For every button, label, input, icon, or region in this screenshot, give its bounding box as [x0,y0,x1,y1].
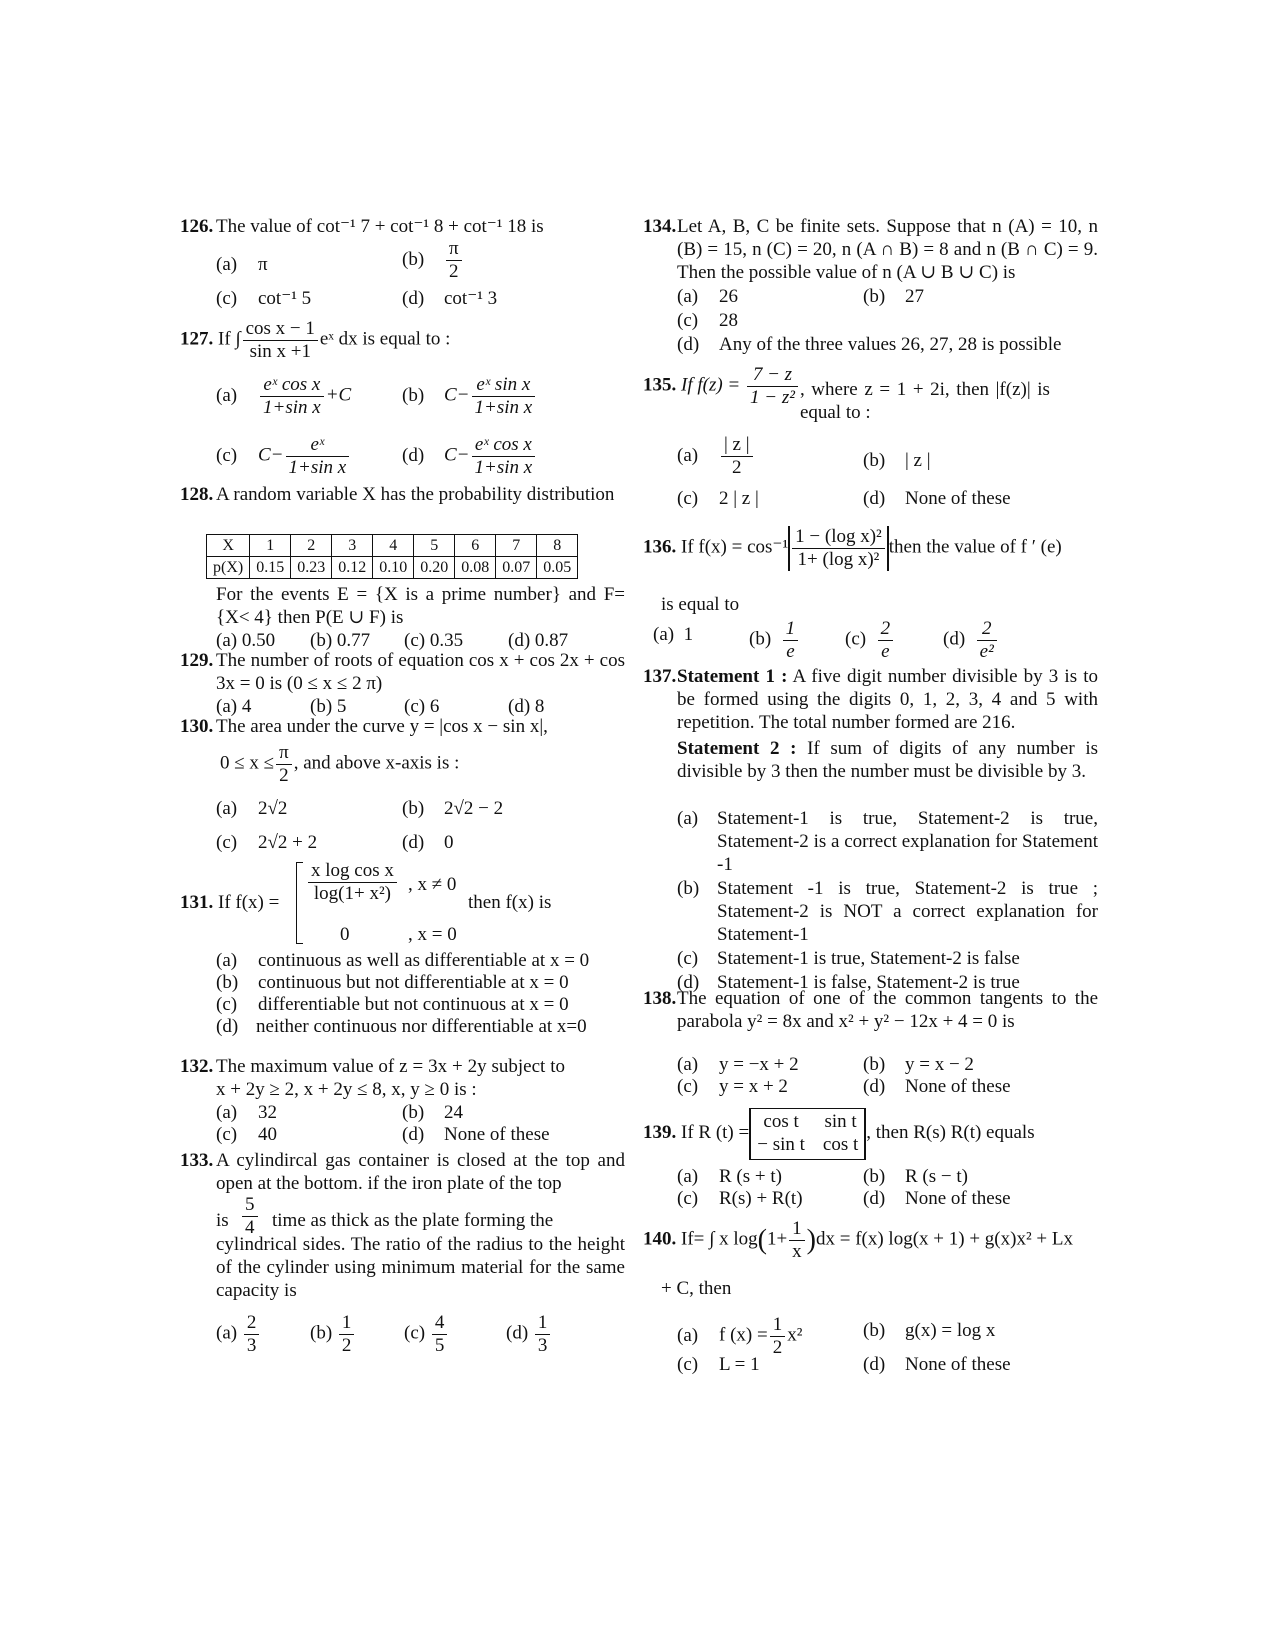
question-text: For the events E = {X is a prime number} and F= {X< 4} then P(E ∪ F) is [216,584,625,628]
option-c[interactable]: (c) $\frac{4}{5}$ [404,1312,449,1357]
option-a[interactable]: (a) f (x) = $\frac{1}{2}$ x² [677,1314,803,1358]
option-c[interactable]: (c) C− $\frac{\text{eˣ}}{\text{1+sin x}}$ [216,434,351,479]
probability-table [206,534,578,579]
table-cell: 4 [373,535,414,557]
table-cell: 0.20 [414,557,455,579]
table-cell: 3 [332,535,373,557]
question-number: 131. [180,892,214,913]
option-c[interactable]: (c) L = 1 [677,1354,760,1375]
option-b[interactable]: (b) R (s − t) [863,1166,968,1187]
option-b[interactable]: (b) 27 [863,286,924,307]
option-a[interactable]: (a) 0.50 [216,630,276,651]
option-d[interactable]: (d) 8 [508,696,545,717]
option-b[interactable]: (b) C− $\frac{\text{eˣ sin x}}{\text{1+sin x}}$ [402,374,537,419]
table-cell: 8 [537,535,578,557]
option-a[interactable]: (a) continuous as well as differentiable at x = 0 [216,950,590,971]
option-d[interactable]: (d) None of these [863,1076,1011,1097]
option-d[interactable]: (d) cot⁻¹ 3 [402,288,498,309]
table-cell: 1 [250,535,291,557]
option-c[interactable]: (c) 2√2 + 2 [216,832,318,853]
question-133: 133. A cylindircal gas container is closed at the top and open at the bottom. if the iron plate of the top is $\frac{5}{4}$ time as thick as the plate forming the cylindrical sides. The ratio of the radius to the height of the cylinder using minimum material for the same capacity is (a) $\frac{2}{3}$ (b) $\frac{1}{2}$ (c) $\frac{4}{5}$ (d) $\frac{1}{3}$ [180,1150,625,1356]
question-text: time as thick as the plate forming the [272,1210,554,1231]
option-d[interactable]: (d) C− $\frac{\text{eˣ cos x}}{\text{1+sin x}}$ [402,434,537,479]
option-d[interactable]: (d) None of these [402,1124,550,1145]
question-135: 135. If f(z) = $\frac{7 - z}{\text{1 − z²}}$ , where z = 1 + 2i, then |f(z)| is equal to : (a) $\frac{| z |}{2}$ (b) | z | (c) 2 | z | (d) None of these [643,364,1050,509]
question-text: A cylindircal gas container is closed at the top and open at the bottom. if the iron plate of the top [216,1150,625,1194]
option-c[interactable]: (c) Statement-1 is true, Statement-2 is false [677,948,1020,969]
question-text: The equation of one of the common tangents to the parabola y² = 8x and x² + y² − 12x + 4 = 0 is [677,988,1098,1032]
table-cell: 0.10 [373,557,414,579]
table-cell: 2 [291,535,332,557]
question-number: 140. [643,1228,677,1250]
question-text: A random variable X has the probability distribution [216,484,615,505]
table-cell: 6 [455,535,496,557]
question-text: The value of cot⁻¹ 7 + cot⁻¹ 8 + cot⁻¹ 18 is [216,216,544,237]
option-d[interactable]: (d) Statement-1 is false, Statement-2 is true [677,972,1020,993]
table-cell: 0.08 [455,557,496,579]
question-number: 127. [180,328,214,350]
option-a[interactable]: (a) y = −x + 2 [677,1054,799,1075]
option-b[interactable]: (b) g(x) = log x [863,1320,996,1341]
table-cell: 5 [414,535,455,557]
question-137 [643,666,1098,996]
question-139: 139. If R (t) = cos t sin t − sin t cos t , then R(s) R(t) equals (a) R (s + t) (b) R (s − t) (c) R(s) + R(t) (d) None of these [643,1104,1098,1214]
option-a[interactable]: (a) R (s + t) [677,1166,782,1187]
option-a[interactable]: (a) Statement-1 is true, Statement-2 is true, Statement-2 is a correct explanation for Statement -1 [677,808,1098,875]
option-d[interactable]: (d) $\frac{2}{\text{e²}}$ [943,618,999,663]
question-number: 126. [180,216,214,237]
question-text: Statement 1 : A five digit number divisible by 3 is to be formed using the digits 0, 1, 2, 3, 4 and 5 with repetition. The total number formed are 216. [677,666,1099,733]
option-a[interactable]: (a) $\frac{| z |}{2}$ [677,434,755,479]
option-c[interactable]: (c) differentiable but not continuous at x = 0 [216,994,569,1015]
table-cell: 0.15 [250,557,291,579]
question-127: 127. If ∫ $\frac{\text{cos x − 1}}{\text{sin x +1}}$ eˣ dx is equal to : (a) $\frac{\text{eˣ cos x}}{\text{1+sin x}}$ +C (b) C− $\frac{\text{eˣ sin x}}{\text{1+sin x}}$ (c) C− $\frac{\text{eˣ}}{\text{1+sin x}}$ (d) C− $\frac{\text{eˣ cos x}}{\text{1+sin x}}$ [180,316,625,486]
option-a[interactable]: (a) 2√2 [216,798,288,819]
table-row [207,557,578,579]
option-b[interactable]: (b) $\frac{1}{e}$ [749,618,800,663]
question-text: The area under the curve y = |cos x − sin x|, [216,716,548,737]
option-c[interactable]: (c) y = x + 2 [677,1076,788,1097]
option-a[interactable]: (a) 26 [677,286,738,307]
question-number: 137. [643,666,677,687]
option-c[interactable]: (c) R(s) + R(t) [677,1188,803,1209]
option-d[interactable]: (d) 0.87 [508,630,569,651]
option-b[interactable]: (b) 2√2 − 2 [402,798,504,819]
option-b[interactable]: (b) Statement -1 is true, Statement-2 is true ; Statement-2 is NOT a correct explanation for Statement-1 [677,878,1098,945]
option-c[interactable]: (c) 2 | z | [677,488,759,509]
question-130: 130. The area under the curve y = |cos x − sin x|, 0 ≤ x ≤ $\frac{\pi}{2}$ , and above x-axis is : (a) 2√2 (b) 2√2 − 2 (c) 2√2 + 2 (d) 0 [180,716,625,866]
table-cell: 0.07 [496,557,537,579]
option-a[interactable]: (a) $\frac{2}{3}$ [216,1312,261,1357]
table-cell: X [207,535,250,557]
question-number: 133. [180,1150,214,1171]
question-134 [643,216,1098,356]
table-cell: 0.12 [332,557,373,579]
option-d[interactable]: (d) None of these [863,1354,1011,1375]
question-132 [180,1056,625,1156]
question-text: Statement 2 : If sum of digits of any number is divisible by 3 then the number must be divisible by 3. [677,738,1099,782]
option-b[interactable]: (b) 0.77 [310,630,371,651]
question-text: The maximum value of z = 3x + 2y subject to x + 2y ≥ 2, x + 2y ≤ 8, x, y ≥ 0 is : [216,1056,565,1100]
question-140: 140. If= ∫ x log(1+ $\frac{1}{x}$ )dx = f(x) log(x + 1) + g(x)x² + Lx + C, then (a) f (x) = $\frac{1}{2}$ x² (b) g(x) = log x (c) L = 1 (d) None of these [643,1218,1073,1375]
question-number: 128. [180,484,214,505]
question-131: 131. If f(x) = $\frac{\text{x log cos x}}{\text{log(1+ x²)}}$ , x ≠ 0 0 , x = 0 then f(x) is (a) continuous as well as differentiable at x = 0 (b) continuous but not differentiable at x = 0 (c) differentiable but not continuous at x = 0 (d) neither continuous nor differentiable at x=0 [180,860,590,1037]
option-a[interactable]: (a) 32 [216,1102,277,1123]
table-cell: 0.05 [537,557,578,579]
option-a[interactable]: (a) 1 [653,624,694,645]
question-128 [180,484,625,654]
brace-icon [296,862,303,944]
option-b[interactable]: (b) $\frac{\pi}{2}$ [402,238,464,283]
option-c[interactable]: (c) 28 [677,310,738,331]
question-text: The number of roots of equation cos x + cos 2x + cos 3x = 0 is (0 ≤ x ≤ 2 π) [216,650,625,694]
option-c[interactable]: (c) $\frac{2}{e}$ [845,618,895,663]
option-b[interactable]: (b) 5 [310,696,347,717]
question-126 [180,216,625,311]
question-number: 130. [180,716,214,737]
option-b[interactable]: (b) | z | [863,450,931,471]
table-cell: p(X) [207,557,250,579]
question-number: 136. [643,536,677,558]
option-d[interactable]: (d) None of these [863,488,1011,509]
question-136: 136. If f(x) = cos⁻¹ $\frac{\text{1 − (log x)²}}{\text{1+ (log x)²}}$ then the value of f ′ (e) is equal to (a) 1 (b) $\frac{1}{e}$ (c) $\frac{2}{e}$ (d) $\frac{2}{\text{e²}}$ [643,526,1062,662]
option-b[interactable]: (b) 24 [402,1102,463,1123]
option-d[interactable]: (d) 0 [402,832,454,853]
table-cell: 0.23 [291,557,332,579]
option-c[interactable]: (c) 6 [404,696,440,717]
option-c[interactable]: (c) cot⁻¹ 5 [216,288,312,309]
table-row [207,535,578,557]
question-text: Let A, B, C be finite sets. Suppose that n (A) = 10, n (B) = 15, n (C) = 20, n (A ∩ B) = 8 and n (B ∩ C) = 9. Then the possible value of n (A ∪ B ∪ C) is [677,216,1098,283]
option-c[interactable]: (c) 40 [216,1124,277,1145]
question-number: 135. [643,374,677,396]
question-129 [180,650,625,720]
question-number: 134. [643,216,677,237]
option-a[interactable]: (a) π [216,254,268,275]
table-cell: 7 [496,535,537,557]
option-d[interactable]: (d) None of these [863,1188,1011,1209]
question-138 [643,988,1098,1098]
question-number: 129. [180,650,214,671]
option-a[interactable]: (a) $\frac{\text{eˣ cos x}}{\text{1+sin x}}$ +C [216,374,352,418]
question-number: 139. [643,1122,677,1144]
option-a[interactable]: (a) 4 [216,696,252,717]
option-d[interactable]: (d) Any of the three values 26, 27, 28 is possible [677,334,1062,355]
question-number: 138. [643,988,677,1009]
question-text: cylindrical sides. The ratio of the radius to the height of the cylinder using minimum material for the same capacity is [216,1234,625,1301]
question-number: 132. [180,1056,214,1077]
option-b[interactable]: (b) $\frac{1}{2}$ [310,1312,356,1357]
option-c[interactable]: (c) 0.35 [404,630,464,651]
option-b[interactable]: (b) continuous but not differentiable at x = 0 [216,972,569,993]
option-b[interactable]: (b) y = x − 2 [863,1054,974,1075]
option-d[interactable]: (d) $\frac{1}{3}$ [506,1312,552,1357]
